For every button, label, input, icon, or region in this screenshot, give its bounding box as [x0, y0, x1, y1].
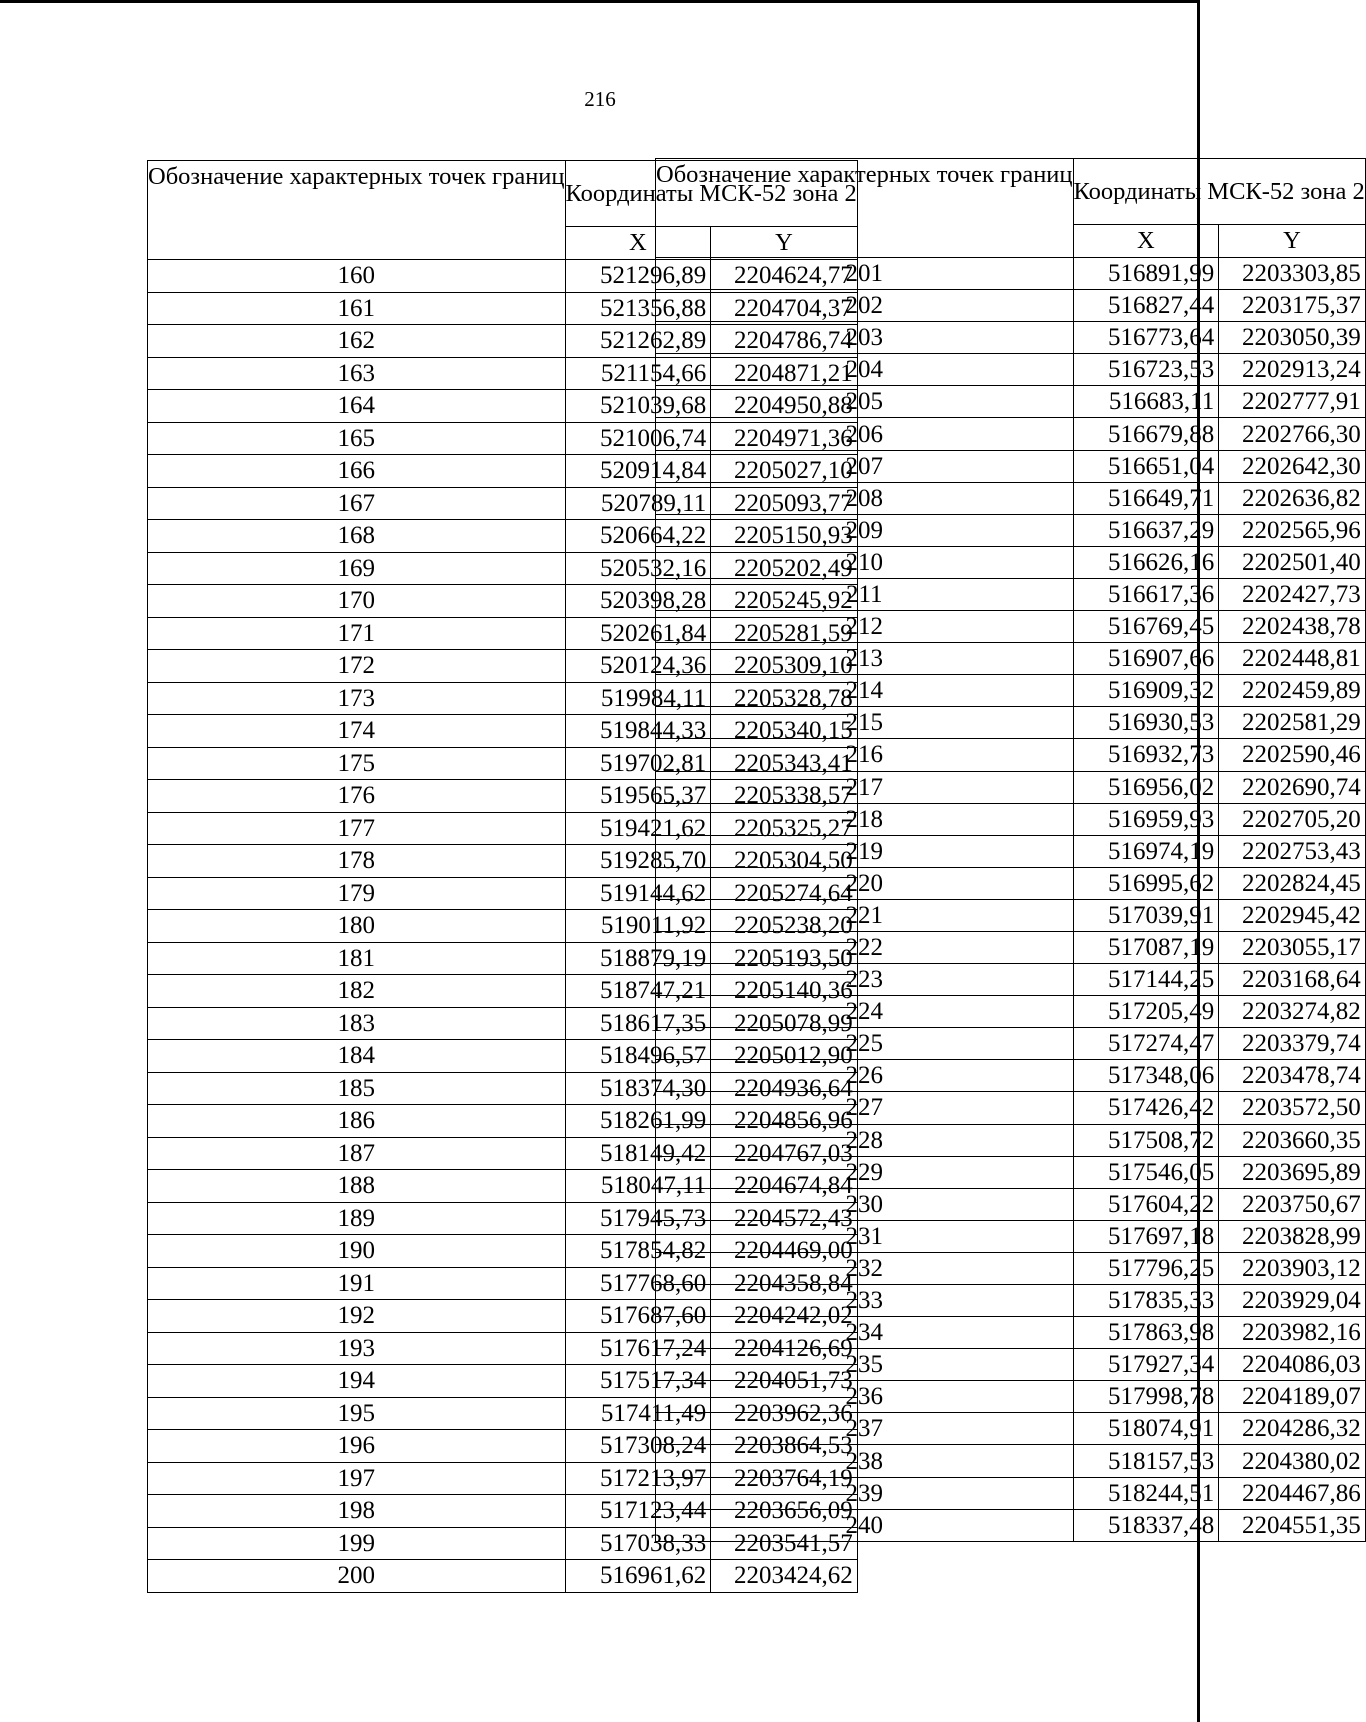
y-coordinate-cell: 2205309,10 [711, 650, 858, 683]
point-id-cell: 179 [148, 877, 566, 910]
x-coordinate-cell: 518747,21 [565, 975, 711, 1008]
y-coordinate-cell: 2205093,77 [711, 487, 858, 520]
x-coordinate-cell: 517927,34 [1073, 1349, 1219, 1381]
point-id-cell: 203 [656, 322, 1074, 354]
y-coordinate-cell: 2203695,89 [1219, 1156, 1366, 1188]
x-coordinate-cell: 521356,88 [565, 292, 711, 325]
table-row [656, 1124, 1366, 1156]
x-coordinate-cell: 521262,89 [565, 325, 711, 358]
x-coordinate-cell: 516961,62 [565, 1560, 711, 1593]
y-coordinate-cell: 2202945,42 [1219, 899, 1366, 931]
point-id-cell: 160 [148, 260, 566, 293]
point-id-cell: 228 [656, 1124, 1074, 1156]
point-id-cell: 171 [148, 617, 566, 650]
y-coordinate-cell: 2205193,50 [711, 942, 858, 975]
x-coordinate-cell: 516827,44 [1073, 290, 1219, 322]
point-id-cell: 223 [656, 964, 1074, 996]
point-id-cell: 187 [148, 1137, 566, 1170]
table-row [656, 1060, 1366, 1092]
point-id-cell: 165 [148, 422, 566, 455]
table-row [656, 1445, 1366, 1477]
x-coordinate-cell: 518047,11 [565, 1170, 711, 1203]
x-coordinate-cell: 518374,30 [565, 1072, 711, 1105]
table-row [656, 643, 1366, 675]
y-coordinate-cell: 2203274,82 [1219, 996, 1366, 1028]
table-row [656, 258, 1366, 290]
y-coordinate-cell: 2202565,96 [1219, 514, 1366, 546]
x-coordinate-cell: 517308,24 [565, 1430, 711, 1463]
x-coordinate-cell: 516773,64 [1073, 322, 1219, 354]
table-row [656, 1220, 1366, 1252]
y-coordinate-cell: 2203764,19 [711, 1462, 858, 1495]
y-coordinate-cell: 2203050,39 [1219, 322, 1366, 354]
x-coordinate-cell: 519285,70 [565, 845, 711, 878]
table-row [656, 899, 1366, 931]
y-coordinate-cell: 2204051,73 [711, 1365, 858, 1398]
point-id-cell: 224 [656, 996, 1074, 1028]
point-id-cell: 183 [148, 1007, 566, 1040]
table-row [656, 964, 1366, 996]
point-id-cell: 204 [656, 354, 1074, 386]
table-row [656, 1413, 1366, 1445]
y-coordinate-cell: 2205340,15 [711, 715, 858, 748]
x-coordinate-cell: 517517,34 [565, 1365, 711, 1398]
x-coordinate-cell: 520664,22 [565, 520, 711, 553]
table-row [148, 1560, 858, 1593]
table-row [656, 1285, 1366, 1317]
point-id-cell: 188 [148, 1170, 566, 1203]
x-coordinate-cell: 517213,97 [565, 1462, 711, 1495]
point-id-cell: 181 [148, 942, 566, 975]
x-coordinate-cell: 517039,91 [1073, 899, 1219, 931]
x-coordinate-cell: 519565,37 [565, 780, 711, 813]
table-row [656, 867, 1366, 899]
x-coordinate-cell: 519702,81 [565, 747, 711, 780]
point-id-cell: 220 [656, 867, 1074, 899]
y-coordinate-cell: 2204380,02 [1219, 1445, 1366, 1477]
y-coordinate-cell: 2205027,10 [711, 455, 858, 488]
page-number: 216 [584, 87, 616, 111]
point-id-cell: 230 [656, 1188, 1074, 1220]
x-coordinate-cell: 520261,84 [565, 617, 711, 650]
point-id-cell: 193 [148, 1332, 566, 1365]
y-coordinate-cell: 2204469,00 [711, 1235, 858, 1268]
header-point-name: Обозначение характерных точек границ [148, 161, 566, 260]
y-coordinate-cell: 2204971,36 [711, 422, 858, 455]
coordinates-table-right [655, 158, 1366, 1542]
point-id-cell: 233 [656, 1285, 1074, 1317]
table-row [656, 546, 1366, 578]
point-id-cell: 208 [656, 482, 1074, 514]
point-id-cell: 214 [656, 675, 1074, 707]
x-coordinate-cell: 520789,11 [565, 487, 711, 520]
table-row [656, 996, 1366, 1028]
point-id-cell: 167 [148, 487, 566, 520]
table-row [656, 803, 1366, 835]
x-coordinate-cell: 516932,73 [1073, 739, 1219, 771]
y-coordinate-cell: 2205012,90 [711, 1040, 858, 1073]
point-id-cell: 190 [148, 1235, 566, 1268]
y-coordinate-cell: 2203660,35 [1219, 1124, 1366, 1156]
x-coordinate-cell: 517123,44 [565, 1495, 711, 1528]
y-coordinate-cell: 2204950,88 [711, 390, 858, 423]
y-coordinate-cell: 2205150,93 [711, 520, 858, 553]
y-coordinate-cell: 2204286,32 [1219, 1413, 1366, 1445]
header-point-name: Обозначение характерных точек границ [656, 159, 1074, 258]
x-coordinate-cell: 517604,22 [1073, 1188, 1219, 1220]
point-id-cell: 184 [148, 1040, 566, 1073]
y-coordinate-cell: 2202705,20 [1219, 803, 1366, 835]
y-coordinate-cell: 2203572,50 [1219, 1092, 1366, 1124]
y-coordinate-cell: 2202590,46 [1219, 739, 1366, 771]
table-row [656, 354, 1366, 386]
point-id-cell: 200 [148, 1560, 566, 1593]
y-coordinate-cell: 2203929,04 [1219, 1285, 1366, 1317]
y-coordinate-cell: 2202636,82 [1219, 482, 1366, 514]
table-row [656, 675, 1366, 707]
y-coordinate-cell: 2204786,74 [711, 325, 858, 358]
x-coordinate-cell: 516907,66 [1073, 643, 1219, 675]
table-row [656, 1252, 1366, 1284]
point-id-cell: 229 [656, 1156, 1074, 1188]
point-id-cell: 176 [148, 780, 566, 813]
point-id-cell: 173 [148, 682, 566, 715]
table-row [656, 1028, 1366, 1060]
header-x: X [1073, 225, 1219, 258]
point-id-cell: 175 [148, 747, 566, 780]
point-id-cell: 237 [656, 1413, 1074, 1445]
x-coordinate-cell: 516617,36 [1073, 578, 1219, 610]
point-id-cell: 231 [656, 1220, 1074, 1252]
point-id-cell: 215 [656, 707, 1074, 739]
y-coordinate-cell: 2204674,84 [711, 1170, 858, 1203]
y-coordinate-cell: 2202766,30 [1219, 418, 1366, 450]
y-coordinate-cell: 2204189,07 [1219, 1381, 1366, 1413]
table-row [656, 482, 1366, 514]
x-coordinate-cell: 516679,88 [1073, 418, 1219, 450]
point-id-cell: 162 [148, 325, 566, 358]
y-coordinate-cell: 2203750,67 [1219, 1188, 1366, 1220]
table-body-right [656, 258, 1366, 1542]
point-id-cell: 213 [656, 643, 1074, 675]
x-coordinate-cell: 518261,99 [565, 1105, 711, 1138]
y-coordinate-cell: 2203478,74 [1219, 1060, 1366, 1092]
y-coordinate-cell: 2202753,43 [1219, 835, 1366, 867]
y-coordinate-cell: 2202690,74 [1219, 771, 1366, 803]
table-row [656, 1509, 1366, 1541]
point-id-cell: 169 [148, 552, 566, 585]
x-coordinate-cell: 517796,25 [1073, 1252, 1219, 1284]
point-id-cell: 192 [148, 1300, 566, 1333]
x-coordinate-cell: 519421,62 [565, 812, 711, 845]
x-coordinate-cell: 517854,82 [565, 1235, 711, 1268]
x-coordinate-cell: 518244,51 [1073, 1477, 1219, 1509]
x-coordinate-cell: 516956,02 [1073, 771, 1219, 803]
point-id-cell: 194 [148, 1365, 566, 1398]
y-coordinate-cell: 2203175,37 [1219, 290, 1366, 322]
y-coordinate-cell: 2205343,41 [711, 747, 858, 780]
table-row [656, 578, 1366, 610]
table-row [656, 611, 1366, 643]
x-coordinate-cell: 516637,29 [1073, 514, 1219, 546]
point-id-cell: 236 [656, 1381, 1074, 1413]
x-coordinate-cell: 517426,42 [1073, 1092, 1219, 1124]
point-id-cell: 182 [148, 975, 566, 1008]
point-id-cell: 239 [656, 1477, 1074, 1509]
y-coordinate-cell: 2205245,92 [711, 585, 858, 618]
point-id-cell: 212 [656, 611, 1074, 643]
y-coordinate-cell: 2202581,29 [1219, 707, 1366, 739]
point-id-cell: 177 [148, 812, 566, 845]
y-coordinate-cell: 2202427,73 [1219, 578, 1366, 610]
x-coordinate-cell: 520124,36 [565, 650, 711, 683]
x-coordinate-cell: 517087,19 [1073, 931, 1219, 963]
y-coordinate-cell: 2203828,99 [1219, 1220, 1366, 1252]
header-coords-title: Координаты МСК-52 зона 2 [1073, 159, 1365, 225]
y-coordinate-cell: 2204126,69 [711, 1332, 858, 1365]
table-row [656, 931, 1366, 963]
x-coordinate-cell: 517835,33 [1073, 1285, 1219, 1317]
y-coordinate-cell: 2204242,02 [711, 1300, 858, 1333]
table-row [656, 322, 1366, 354]
point-id-cell: 232 [656, 1252, 1074, 1284]
y-coordinate-cell: 2203541,57 [711, 1527, 858, 1560]
table-row [656, 771, 1366, 803]
point-id-cell: 185 [148, 1072, 566, 1105]
x-coordinate-cell: 518496,57 [565, 1040, 711, 1073]
point-id-cell: 164 [148, 390, 566, 423]
y-coordinate-cell: 2203168,64 [1219, 964, 1366, 996]
x-coordinate-cell: 516891,99 [1073, 258, 1219, 290]
y-coordinate-cell: 2202448,81 [1219, 643, 1366, 675]
x-coordinate-cell: 516649,71 [1073, 482, 1219, 514]
y-coordinate-cell: 2204936,64 [711, 1072, 858, 1105]
x-coordinate-cell: 518157,53 [1073, 1445, 1219, 1477]
table-row [656, 707, 1366, 739]
table-row [656, 835, 1366, 867]
table-row [656, 418, 1366, 450]
y-coordinate-cell: 2202459,89 [1219, 675, 1366, 707]
table-row [656, 1156, 1366, 1188]
point-id-cell: 225 [656, 1028, 1074, 1060]
y-coordinate-cell: 2204086,03 [1219, 1349, 1366, 1381]
point-id-cell: 196 [148, 1430, 566, 1463]
point-id-cell: 235 [656, 1349, 1074, 1381]
point-id-cell: 198 [148, 1495, 566, 1528]
x-coordinate-cell: 516651,04 [1073, 450, 1219, 482]
y-coordinate-cell: 2205338,57 [711, 780, 858, 813]
x-coordinate-cell: 516974,19 [1073, 835, 1219, 867]
x-coordinate-cell: 520914,84 [565, 455, 711, 488]
y-coordinate-cell: 2204572,43 [711, 1202, 858, 1235]
x-coordinate-cell: 518337,48 [1073, 1509, 1219, 1541]
x-coordinate-cell: 517038,33 [565, 1527, 711, 1560]
point-id-cell: 217 [656, 771, 1074, 803]
y-coordinate-cell: 2204871,21 [711, 357, 858, 390]
point-id-cell: 178 [148, 845, 566, 878]
x-coordinate-cell: 516769,45 [1073, 611, 1219, 643]
point-id-cell: 161 [148, 292, 566, 325]
y-coordinate-cell: 2205328,78 [711, 682, 858, 715]
x-coordinate-cell: 517998,78 [1073, 1381, 1219, 1413]
point-id-cell: 219 [656, 835, 1074, 867]
point-id-cell: 238 [656, 1445, 1074, 1477]
header-y: Y [711, 227, 858, 260]
x-coordinate-cell: 516723,53 [1073, 354, 1219, 386]
y-coordinate-cell: 2204358,84 [711, 1267, 858, 1300]
x-coordinate-cell: 517768,60 [565, 1267, 711, 1300]
y-coordinate-cell: 2203303,85 [1219, 258, 1366, 290]
y-coordinate-cell: 2203982,16 [1219, 1317, 1366, 1349]
x-coordinate-cell: 518074,91 [1073, 1413, 1219, 1445]
y-coordinate-cell: 2203424,62 [711, 1560, 858, 1593]
y-coordinate-cell: 2203903,12 [1219, 1252, 1366, 1284]
y-coordinate-cell: 2204856,96 [711, 1105, 858, 1138]
x-coordinate-cell: 517348,06 [1073, 1060, 1219, 1092]
x-coordinate-cell: 516683,11 [1073, 386, 1219, 418]
point-id-cell: 227 [656, 1092, 1074, 1124]
point-id-cell: 202 [656, 290, 1074, 322]
table-row [656, 386, 1366, 418]
x-coordinate-cell: 520398,28 [565, 585, 711, 618]
x-coordinate-cell: 517205,49 [1073, 996, 1219, 1028]
y-coordinate-cell: 2205238,20 [711, 910, 858, 943]
point-id-cell: 195 [148, 1397, 566, 1430]
x-coordinate-cell: 521006,74 [565, 422, 711, 455]
y-coordinate-cell: 2204551,35 [1219, 1509, 1366, 1541]
point-id-cell: 210 [656, 546, 1074, 578]
x-coordinate-cell: 516626,16 [1073, 546, 1219, 578]
y-coordinate-cell: 2202642,30 [1219, 450, 1366, 482]
x-coordinate-cell: 517945,73 [565, 1202, 711, 1235]
point-id-cell: 180 [148, 910, 566, 943]
y-coordinate-cell: 2203656,09 [711, 1495, 858, 1528]
header-coords-title: Координаты МСК-52 зона 2 [565, 161, 857, 227]
y-coordinate-cell: 2202501,40 [1219, 546, 1366, 578]
point-id-cell: 163 [148, 357, 566, 390]
y-coordinate-cell: 2203055,17 [1219, 931, 1366, 963]
table-row [656, 514, 1366, 546]
x-coordinate-cell: 521296,89 [565, 260, 711, 293]
x-coordinate-cell: 521039,68 [565, 390, 711, 423]
y-coordinate-cell: 2205325,27 [711, 812, 858, 845]
y-coordinate-cell: 2205281,59 [711, 617, 858, 650]
x-coordinate-cell: 519844,33 [565, 715, 711, 748]
point-id-cell: 240 [656, 1509, 1074, 1541]
point-id-cell: 234 [656, 1317, 1074, 1349]
table-row [656, 1188, 1366, 1220]
point-id-cell: 211 [656, 578, 1074, 610]
y-coordinate-cell: 2203864,53 [711, 1430, 858, 1463]
x-coordinate-cell: 517697,18 [1073, 1220, 1219, 1252]
x-coordinate-cell: 520532,16 [565, 552, 711, 585]
y-coordinate-cell: 2205140,36 [711, 975, 858, 1008]
y-coordinate-cell: 2204704,37 [711, 292, 858, 325]
y-coordinate-cell: 2202913,24 [1219, 354, 1366, 386]
page-border-top [0, 0, 1200, 3]
x-coordinate-cell: 519984,11 [565, 682, 711, 715]
table-row [656, 739, 1366, 771]
point-id-cell: 174 [148, 715, 566, 748]
point-id-cell: 207 [656, 450, 1074, 482]
table-row [656, 450, 1366, 482]
x-coordinate-cell: 516909,32 [1073, 675, 1219, 707]
table-row [656, 1381, 1366, 1413]
x-coordinate-cell: 517863,98 [1073, 1317, 1219, 1349]
table-row [656, 290, 1366, 322]
y-coordinate-cell: 2203962,36 [711, 1397, 858, 1430]
y-coordinate-cell: 2205304,50 [711, 845, 858, 878]
y-coordinate-cell: 2202777,91 [1219, 386, 1366, 418]
x-coordinate-cell: 517617,24 [565, 1332, 711, 1365]
y-coordinate-cell: 2204467,86 [1219, 1477, 1366, 1509]
point-id-cell: 166 [148, 455, 566, 488]
point-id-cell: 199 [148, 1527, 566, 1560]
y-coordinate-cell: 2203379,74 [1219, 1028, 1366, 1060]
x-coordinate-cell: 521154,66 [565, 357, 711, 390]
x-coordinate-cell: 516959,93 [1073, 803, 1219, 835]
x-coordinate-cell: 517546,05 [1073, 1156, 1219, 1188]
point-id-cell: 206 [656, 418, 1074, 450]
y-coordinate-cell: 2205274,64 [711, 877, 858, 910]
table-row [656, 1317, 1366, 1349]
x-coordinate-cell: 517274,47 [1073, 1028, 1219, 1060]
x-coordinate-cell: 517411,49 [565, 1397, 711, 1430]
point-id-cell: 170 [148, 585, 566, 618]
point-id-cell: 189 [148, 1202, 566, 1235]
x-coordinate-cell: 519011,92 [565, 910, 711, 943]
x-coordinate-cell: 516930,53 [1073, 707, 1219, 739]
point-id-cell: 209 [656, 514, 1074, 546]
y-coordinate-cell: 2204624,77 [711, 260, 858, 293]
point-id-cell: 216 [656, 739, 1074, 771]
y-coordinate-cell: 2205078,99 [711, 1007, 858, 1040]
y-coordinate-cell: 2202438,78 [1219, 611, 1366, 643]
point-id-cell: 201 [656, 258, 1074, 290]
x-coordinate-cell: 518879,19 [565, 942, 711, 975]
x-coordinate-cell: 517687,60 [565, 1300, 711, 1333]
point-id-cell: 221 [656, 899, 1074, 931]
x-coordinate-cell: 518149,42 [565, 1137, 711, 1170]
x-coordinate-cell: 516995,62 [1073, 867, 1219, 899]
y-coordinate-cell: 2205202,49 [711, 552, 858, 585]
point-id-cell: 186 [148, 1105, 566, 1138]
point-id-cell: 168 [148, 520, 566, 553]
x-coordinate-cell: 518617,35 [565, 1007, 711, 1040]
point-id-cell: 172 [148, 650, 566, 683]
header-x: X [565, 227, 711, 260]
point-id-cell: 191 [148, 1267, 566, 1300]
table-row [656, 1092, 1366, 1124]
point-id-cell: 197 [148, 1462, 566, 1495]
x-coordinate-cell: 519144,62 [565, 877, 711, 910]
table-row [656, 1477, 1366, 1509]
y-coordinate-cell: 2204767,03 [711, 1137, 858, 1170]
header-y: Y [1219, 225, 1366, 258]
point-id-cell: 222 [656, 931, 1074, 963]
x-coordinate-cell: 517508,72 [1073, 1124, 1219, 1156]
point-id-cell: 218 [656, 803, 1074, 835]
x-coordinate-cell: 517144,25 [1073, 964, 1219, 996]
point-id-cell: 226 [656, 1060, 1074, 1092]
point-id-cell: 205 [656, 386, 1074, 418]
table-row [656, 1349, 1366, 1381]
y-coordinate-cell: 2202824,45 [1219, 867, 1366, 899]
